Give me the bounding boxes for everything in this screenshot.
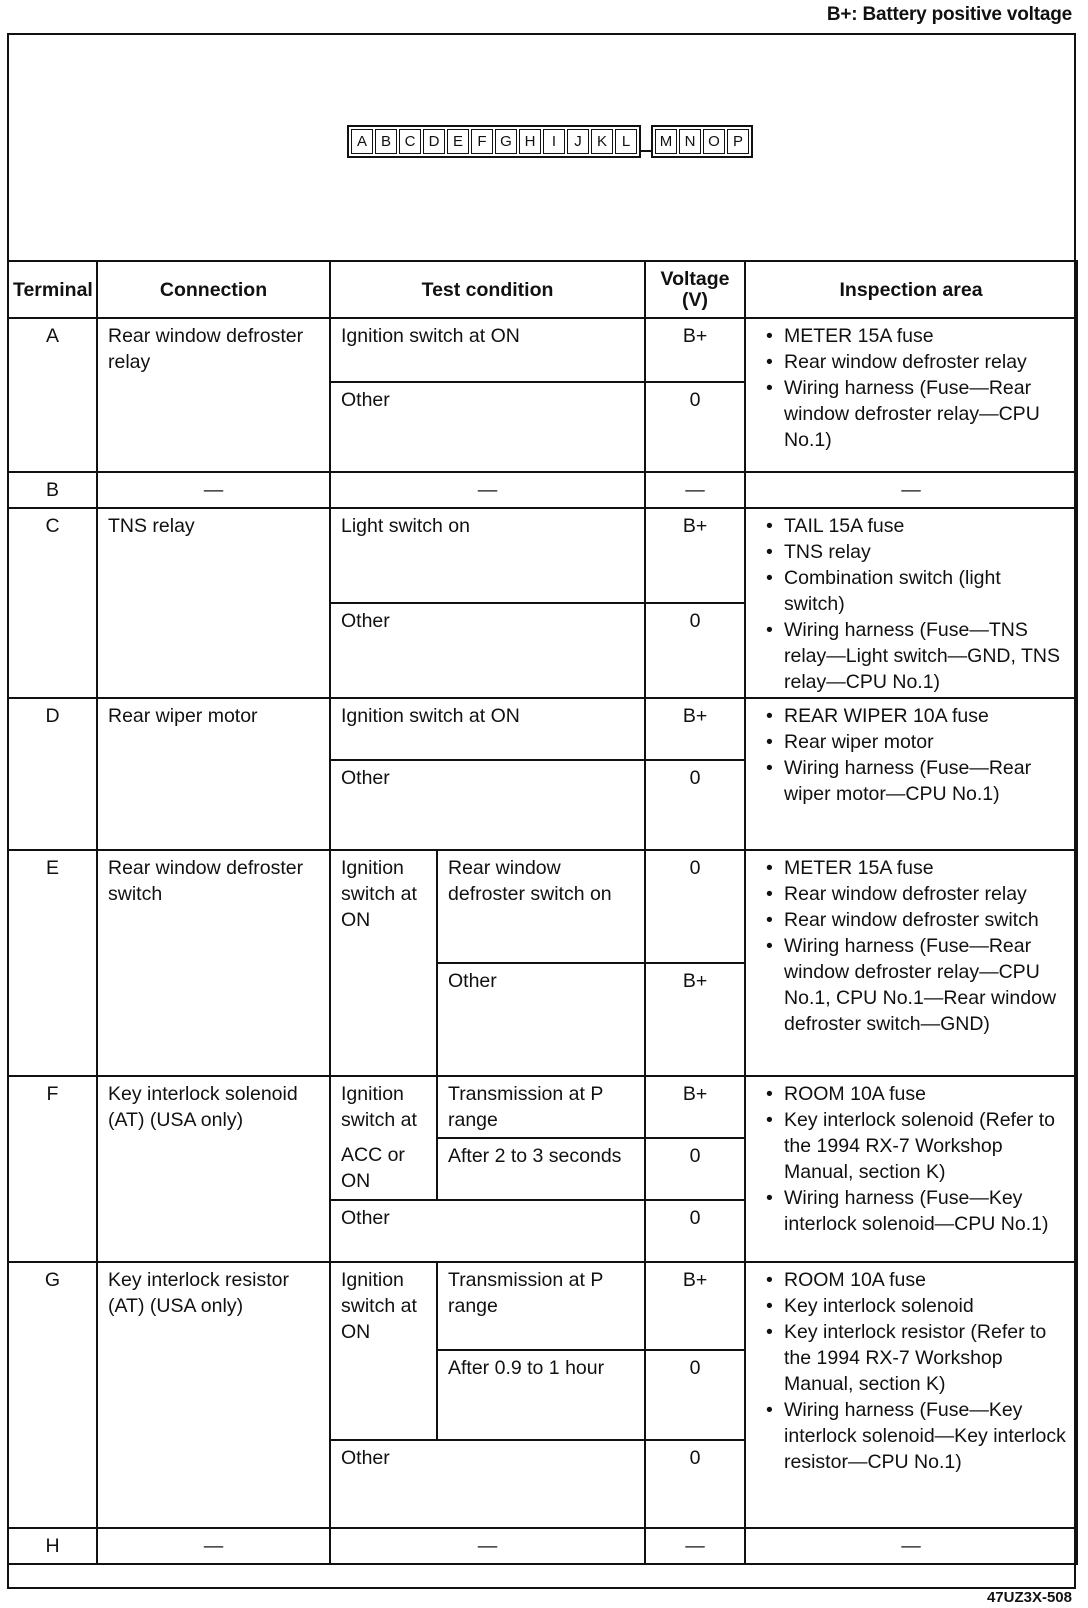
header-terminal: Terminal <box>8 261 97 318</box>
inspection-cell <box>745 1262 1077 1528</box>
voltage-cell: 0 <box>645 1138 745 1200</box>
inspection-list <box>756 703 1066 807</box>
list-item: • Rear window defroster relay <box>784 349 1066 375</box>
table-header-row <box>8 261 1077 318</box>
list-item: • Wiring harness (Fuse—Rear window defroster relay—CPU No.1, CPU No.1—Rear window defroster switch—GND) <box>784 933 1066 1037</box>
voltage-cell: B+ <box>645 1076 745 1138</box>
condition-cell: Ignition switch at ON <box>330 318 645 382</box>
connector-pin: P <box>727 129 749 154</box>
list-item: • METER 15A fuse <box>784 323 1066 349</box>
condition-cell: — <box>330 1528 645 1564</box>
voltage-cell: — <box>645 472 745 508</box>
header-voltage-label: Voltage <box>660 267 730 290</box>
table-row <box>8 850 1077 963</box>
list-item: • Wiring harness (Fuse—Key interlock solenoid—Key interlock resistor—CPU No.1) <box>784 1397 1066 1475</box>
connector-pins-left <box>347 125 641 158</box>
list-item: • Combination switch (light switch) <box>784 565 1066 617</box>
voltage-cell: B+ <box>645 508 745 603</box>
table-row <box>8 698 1077 760</box>
list-item: • Wiring harness (Fuse—Key interlock solenoid—CPU No.1) <box>784 1185 1066 1237</box>
inspection-cell <box>745 850 1077 1076</box>
connection-cell: Key interlock resistor (AT) (USA only) <box>97 1262 330 1528</box>
condition-main-cell: Ignition switch at ON <box>330 850 437 1076</box>
voltage-cell: B+ <box>645 698 745 760</box>
connector-pin: E <box>447 129 469 154</box>
header-test-condition: Test condition <box>330 261 645 318</box>
condition-sub-cell: Transmission at P range <box>437 1076 645 1138</box>
terminal-cell: C <box>8 508 97 698</box>
connector-pin: B <box>375 129 397 154</box>
condition-main-cell: ACC or ON <box>330 1138 437 1200</box>
header-inspection: Inspection area <box>745 261 1077 318</box>
voltage-cell: — <box>645 1528 745 1564</box>
connector-pin: L <box>615 129 637 154</box>
connector-pin: F <box>471 129 493 154</box>
list-item: • METER 15A fuse <box>784 855 1066 881</box>
header-connection: Connection <box>97 261 330 318</box>
voltage-cell: 0 <box>645 1350 745 1440</box>
list-item: • TNS relay <box>784 539 1066 565</box>
connector-pin: N <box>679 129 701 154</box>
connector-pin: C <box>399 129 421 154</box>
inspection-list <box>756 1267 1066 1475</box>
inspection-cell: — <box>745 472 1077 508</box>
table-row <box>8 1076 1077 1138</box>
list-item: • Rear wiper motor <box>784 729 1066 755</box>
connector-pin: G <box>495 129 517 154</box>
connector-link <box>641 142 651 152</box>
connection-cell: Rear window defroster switch <box>97 850 330 1076</box>
voltage-cell: 0 <box>645 1440 745 1528</box>
header-voltage <box>645 261 745 318</box>
voltage-cell: 0 <box>645 603 745 698</box>
connector-pin: H <box>519 129 541 154</box>
connector-pin: I <box>543 129 565 154</box>
voltage-cell: B+ <box>645 1262 745 1350</box>
table-row <box>8 1262 1077 1350</box>
inspection-list <box>756 855 1066 1037</box>
terminal-cell: F <box>8 1076 97 1262</box>
list-item: • Wiring harness (Fuse—TNS relay—Light switch—GND, TNS relay—CPU No.1) <box>784 617 1066 695</box>
connection-cell: — <box>97 472 330 508</box>
connector-pin: A <box>351 129 373 154</box>
condition-sub-cell: Rear window defroster switch on <box>437 850 645 963</box>
inspection-list <box>756 513 1066 695</box>
voltage-cell: 0 <box>645 1200 745 1262</box>
condition-cell: Light switch on <box>330 508 645 603</box>
list-item: • Rear window defroster switch <box>784 907 1066 933</box>
voltage-cell: 0 <box>645 760 745 850</box>
table-row <box>8 472 1077 508</box>
terminal-cell: B <box>8 472 97 508</box>
connector-pin: J <box>567 129 589 154</box>
inspection-cell: — <box>745 1528 1077 1564</box>
condition-cell: Other <box>330 1440 645 1528</box>
figure-code: 47UZ3X-508 <box>986 1589 1072 1606</box>
connection-cell: — <box>97 1528 330 1564</box>
condition-main-cell: Ignition switch at ON <box>330 1262 437 1440</box>
list-item: • Wiring harness (Fuse—Rear window defroster relay—CPU No.1) <box>784 375 1066 453</box>
inspection-list <box>756 323 1066 453</box>
inspection-cell <box>745 318 1077 472</box>
connector-pins-right <box>651 125 753 158</box>
terminal-cell: G <box>8 1262 97 1528</box>
table-row <box>8 508 1077 603</box>
list-item: • Key interlock solenoid <box>784 1293 1066 1319</box>
terminal-cell: E <box>8 850 97 1076</box>
condition-cell: Other <box>330 382 645 472</box>
condition-sub-cell: Transmission at P range <box>437 1262 645 1350</box>
battery-voltage-note: B+: Battery positive voltage <box>826 4 1072 25</box>
inspection-cell <box>745 508 1077 698</box>
connector-pin: K <box>591 129 613 154</box>
voltage-cell: 0 <box>645 850 745 963</box>
condition-cell: Other <box>330 1200 645 1262</box>
table-row <box>8 1528 1077 1564</box>
condition-main-cell: Ignition switch at <box>330 1076 437 1138</box>
connector-pin: O <box>703 129 725 154</box>
terminal-cell: H <box>8 1528 97 1564</box>
inspection-cell <box>745 1076 1077 1262</box>
connection-cell: Rear wiper motor <box>97 698 330 850</box>
condition-cell: Ignition switch at ON <box>330 698 645 760</box>
condition-sub-cell: Other <box>437 963 645 1076</box>
condition-sub-cell: After 0.9 to 1 hour <box>437 1350 645 1440</box>
voltage-cell: B+ <box>645 963 745 1076</box>
condition-cell: Other <box>330 603 645 698</box>
connector-diagram <box>347 126 753 157</box>
connector-pin: D <box>423 129 445 154</box>
table-row <box>8 318 1077 382</box>
voltage-cell: 0 <box>645 382 745 472</box>
list-item: • Key interlock solenoid (Refer to the 1994 RX-7 Workshop Manual, section K) <box>784 1107 1066 1185</box>
terminal-cell: D <box>8 698 97 850</box>
terminal-table <box>7 260 1078 1565</box>
inspection-list <box>756 1081 1066 1237</box>
list-item: • REAR WIPER 10A fuse <box>784 703 1066 729</box>
condition-cell: — <box>330 472 645 508</box>
list-item: • Key interlock resistor (Refer to the 1994 RX-7 Workshop Manual, section K) <box>784 1319 1066 1397</box>
connector-pin: M <box>655 129 677 154</box>
list-item: • Rear window defroster relay <box>784 881 1066 907</box>
voltage-cell: B+ <box>645 318 745 382</box>
header-voltage-unit: (V) <box>682 288 709 311</box>
list-item: • Wiring harness (Fuse—Rear wiper motor—CPU No.1) <box>784 755 1066 807</box>
list-item: • ROOM 10A fuse <box>784 1081 1066 1107</box>
condition-cell: Other <box>330 760 645 850</box>
connection-cell: Rear window defroster relay <box>97 318 330 472</box>
list-item: • TAIL 15A fuse <box>784 513 1066 539</box>
condition-sub-cell: After 2 to 3 seconds <box>437 1138 645 1200</box>
connection-cell: Key interlock solenoid (AT) (USA only) <box>97 1076 330 1262</box>
list-item: • ROOM 10A fuse <box>784 1267 1066 1293</box>
connection-cell: TNS relay <box>97 508 330 698</box>
terminal-cell: A <box>8 318 97 472</box>
inspection-cell <box>745 698 1077 850</box>
